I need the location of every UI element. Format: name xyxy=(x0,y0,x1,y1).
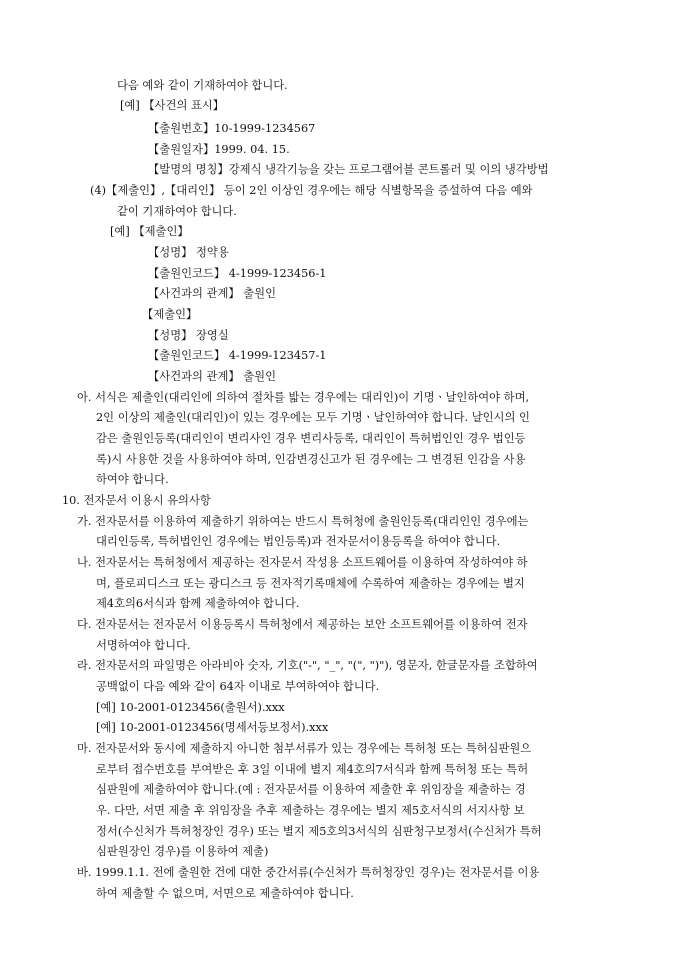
text-line: 라. 전자문서의 파일명은 아라비아 숫자, 기호("-", "_", "(", ")"), 영문자, 한글문자를 조합하여 xyxy=(77,659,538,672)
text-line: (4)【제출인】,【대리인】 등이 2인 이상인 경우에는 해당 식별항목을 증설하여 다음 예와 xyxy=(90,184,533,197)
text-line: 【성명】 장영실 xyxy=(148,329,229,342)
text-line: 바. 1999.1.1. 전에 출원한 건에 대한 중간서류(수신처가 특허청장인 경우)는 전자문서를 이용 xyxy=(77,866,540,879)
text-line: 심판원장인 경우)를 이용하여 제출) xyxy=(96,845,269,858)
text-line: 다. 전자문서는 전자문서 이용등록시 특허청에서 제공하는 보안 소프트웨어를 이용하여 전자 xyxy=(77,618,528,631)
text-line: 2인 이상의 제출인(대리인)이 있는 경우에는 모두 기명ㆍ날인하여야 합니다. 날인시의 인 xyxy=(96,411,530,424)
text-line: 【제출인】 xyxy=(142,308,198,321)
text-line: 정서(수신처가 특허청장인 경우) 또는 별지 제5호의3서식의 심판청구보정서(수신처가 특허 xyxy=(96,825,542,838)
text-line: 【사건과의 관계】 출원인 xyxy=(148,287,276,300)
text-line: 【성명】 정약용 xyxy=(148,246,229,259)
text-line: 【출원번호】10-1999-1234567 xyxy=(148,122,316,135)
text-line: 대리인등록, 특허법인인 경우에는 법인등록)과 전자문서이용등록을 하여야 합니다. xyxy=(96,535,501,548)
text-line: 로부터 접수번호를 부여받은 후 3일 이내에 별지 제4호의7서식과 함께 특허청 또는 특허 xyxy=(96,763,529,776)
text-line: 【출원인코드】 4-1999-123456-1 xyxy=(148,267,327,280)
text-line: 【사건과의 관계】 출원인 xyxy=(148,370,276,383)
text-line: 하여 제출할 수 없으며, 서면으로 제출하여야 합니다. xyxy=(96,887,354,900)
text-line: 하여야 합니다. xyxy=(96,473,169,486)
section-heading: 10. 전자문서 이용시 유의사항 xyxy=(62,494,211,507)
text-line: 제4호의6서식과 함께 제출하여야 합니다. xyxy=(96,597,300,610)
text-line: 서명하여야 합니다. xyxy=(96,639,191,652)
text-line: [예] 【제출인】 xyxy=(110,225,189,238)
text-line: 나. 전자문서는 특허청에서 제공하는 전자문서 작성용 소프트웨어를 이용하여 작성하여야 하 xyxy=(77,556,528,569)
text-line: 공백없이 다음 예와 같이 64자 이내로 부여하여야 합니다. xyxy=(96,680,380,693)
text-line: 우. 다만, 서면 제출 후 위임장을 추후 제출하는 경우에는 별지 제5호서식의 서지사항 보 xyxy=(96,804,525,817)
text-line: 감은 출원인등록(대리인이 변리사인 경우 변리사등록, 대리인이 특허법인인 경우 법인등 xyxy=(96,432,526,445)
text-line: 다음 예와 같이 기재하여야 합니다. xyxy=(117,79,288,92)
text-line: 같이 기재하여야 합니다. xyxy=(117,205,237,218)
text-line: [예] 【사건의 표시】 xyxy=(120,99,225,112)
text-line: 록)시 사용한 것을 사용하여야 하며, 인감변경신고가 된 경우에는 그 변경된 인감을 사용 xyxy=(96,453,526,466)
text-line: [예] 10-2001-0123456(명세서등보정서).xxx xyxy=(96,721,329,734)
text-line: 【발명의 명칭】강제식 냉각기능을 갖는 프로그램어블 콘트롤러 및 이의 냉각방법 xyxy=(148,163,549,176)
text-line: 가. 전자문서를 이용하여 제출하기 위하여는 반드시 특허청에 출원인등록(대리인인 경우에는 xyxy=(77,515,529,528)
text-line: 며, 플로피디스크 또는 광디스크 등 전자적기록매체에 수록하여 제출하는 경우에는 별지 xyxy=(96,577,525,590)
text-line: 【출원일자】1999. 04. 15. xyxy=(148,143,290,156)
text-line: 심판원에 제출하여야 합니다.(예 : 전자문서를 이용하여 제출한 후 위임장을 제출하는 경 xyxy=(96,783,526,796)
text-line: 【출원인코드】 4-1999-123457-1 xyxy=(148,349,327,362)
text-line: 마. 전자문서와 동시에 제출하지 아니한 첨부서류가 있는 경우에는 특허청 또는 특허심판원으 xyxy=(77,742,532,755)
text-line: [예] 10-2001-0123456(출원서).xxx xyxy=(96,701,285,714)
text-line: 아. 서식은 제출인(대리인에 의하여 절차를 밟는 경우에는 대리인)이 기명ㆍ날인하여야 하며, xyxy=(77,391,530,404)
